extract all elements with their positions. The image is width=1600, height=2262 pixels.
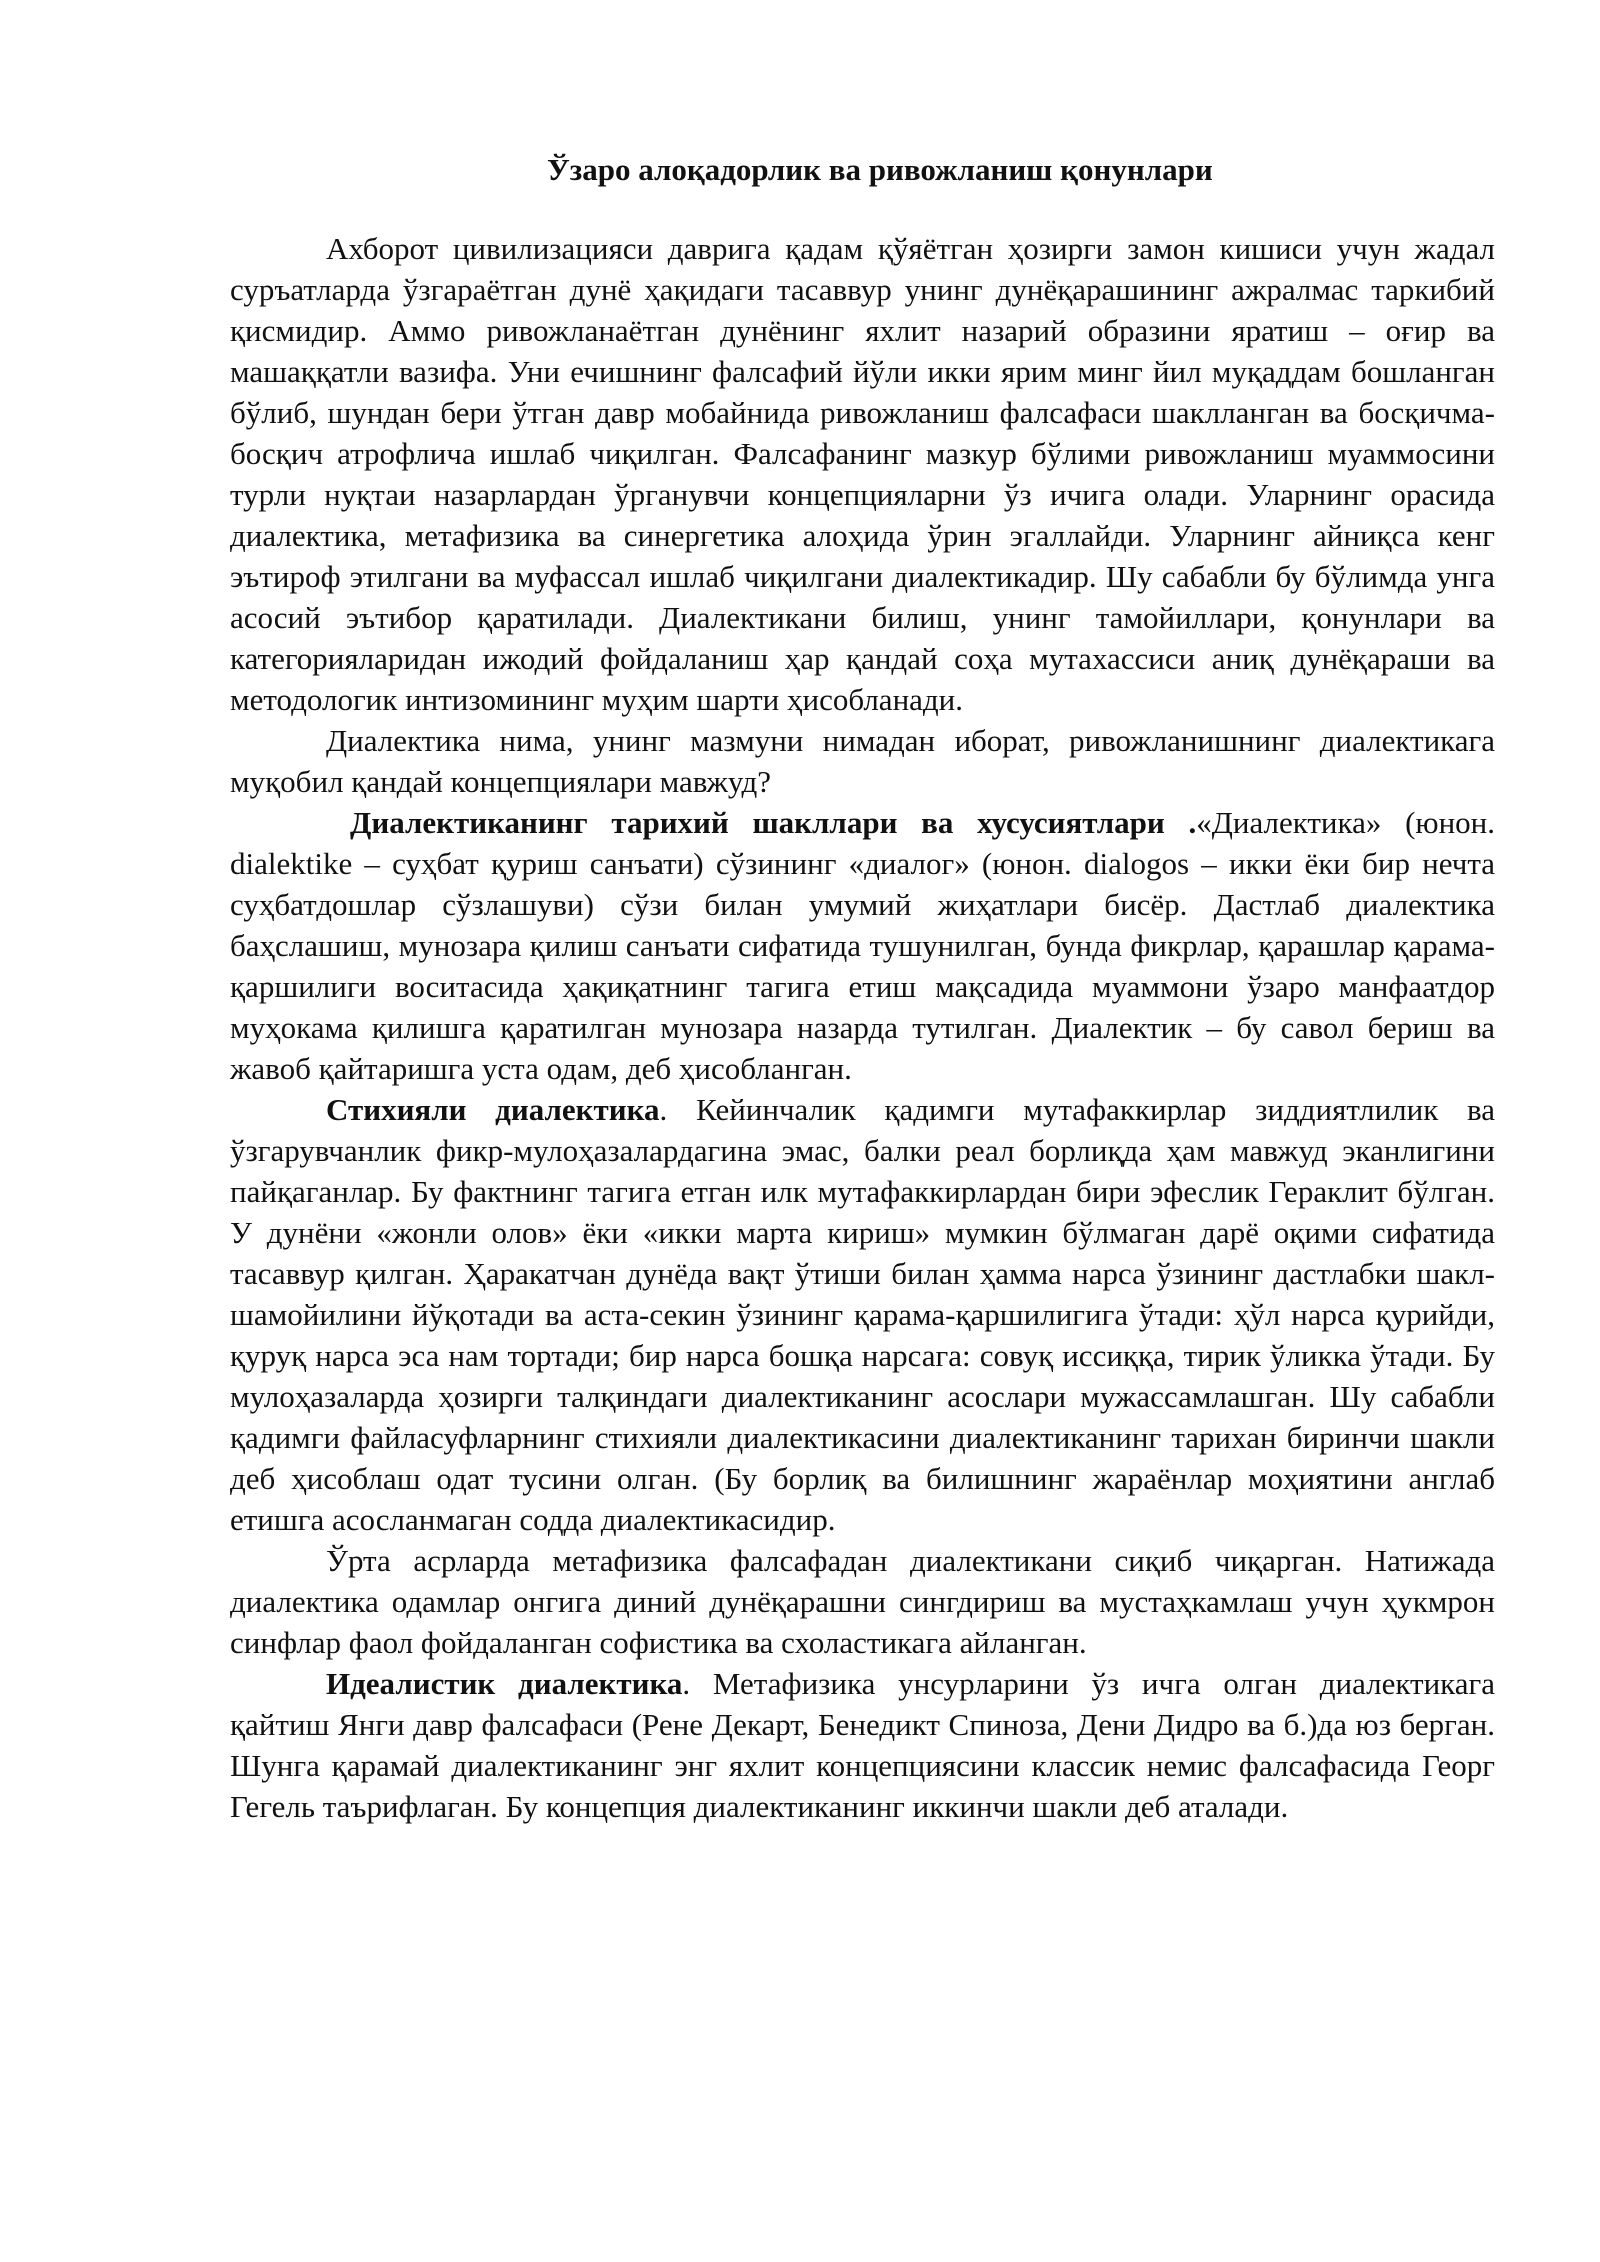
page-title: Ўзаро алоқадорлик ва ривожланиш қонунлари bbox=[547, 152, 1213, 187]
document-page bbox=[230, 150, 1495, 1827]
paragraph-text: . Метафизика унсурларини ўз ичга олган диалектикага қайтиш Янги давр фалсафаси (Рене Декарт, Бенедикт Спиноза, Дени Дидро ва б.)да юз берган. Шунга қарамай диалектиканинг энг яхлит концепциясини классик немис фалсафасида Георг Гегель таърифлаган. Бу концепция диалектиканинг иккинчи шакли деб аталади. bbox=[230, 1666, 1495, 1825]
paragraph-text: Ахборот цивилизацияси даврига қадам қўяётган ҳозирги замон кишиси учун жадал суръатларда ўзгараётган дунё ҳақидаги тасаввур унинг дунёқарашининг ажралмас таркибий қисмидир. Аммо ривожланаётган дунёнинг яхлит назарий образини яратиш – оғир ва машаққатли вазифа. Уни ечишнинг фалсафий йўли икки ярим минг йил муқаддам бошланган бўлиб, шундан бери ўтган давр мобайнида ривожланиш фалсафаси шаклланган ва босқичма-босқич атрофлича ишлаб чиқилган. Фалсафанинг мазкур бўлими ривожланиш муаммосини турли нуқтаи назарлардан ўрганувчи концепцияларни ўз ичига олади. Уларнинг орасида диалектика, метафизика ва синергетика алоҳида ўрин эгаллайди. Уларнинг айниқса кенг эътироф этилгани ва муфассал ишлаб чиқилгани диалектикадир. Шу сабабли бу бўлимда унга асосий эътибор қаратилади. Диалектикани билиш, унинг тамойиллари, қонунлари ва категорияларидан ижодий фойдаланиш ҳар қандай соҳа мутахассиси аниқ дунёқараши ва методологик интизомининг муҳим шарти ҳисобланади. bbox=[230, 231, 1495, 718]
paragraph-text: Ўрта асрларда метафизика фалсафадан диалектикани сиқиб чиқарган. Натижада диалектика одамлар онгига диний дунёқарашни сингдириш ва мустаҳкамлаш учун ҳукмрон синфлар фаол фойдаланган софистика ва схоластикага айланган. bbox=[230, 1543, 1495, 1661]
paragraph-text: . Кейинчалик қадимги мутафаккирлар зиддиятлилик ва ўзгарувчанлик фикр-мулоҳазалардагина эмас, балки реал борлиқда ҳам мавжуд эканлигини пайқаганлар. Бу фактнинг тагига етган илк мутафаккирлардан бири эфеслик Гераклит бўлган. У дунёни «жонли олов» ёки «икки марта кириш» мумкин бўлмаган дарё оқими сифатида тасаввур қилган. Ҳаракатчан дунёда вақт ўтиши билан ҳамма нарса ўзининг дастлабки шакл-шамойилини йўқотади ва аста-секин ўзининг қарама-қаршилигига ўтади: ҳўл нарса қурийди, қуруқ нарса эса нам тортади; бир нарса бошқа нарсага: совуқ иссиққа, тирик ўликка ўтади. Бу мулоҳазаларда ҳозирги талқиндаги диалектиканинг асослари мужассамлашган. Шу сабабли қадимги файласуфларнинг стихияли диалектикасини диалектиканинг тарихан биринчи шакли деб ҳисоблаш одат тусини олган. (Бу борлиқ ва билишнинг жараёнлар моҳиятини англаб етишга асосланмаган содда диалектикасидир. bbox=[230, 1092, 1496, 1538]
paragraph-idealistic-dialectics bbox=[230, 1663, 1495, 1827]
paragraph-historical-forms bbox=[230, 802, 1495, 1089]
paragraph-intro bbox=[230, 228, 1495, 720]
section-heading-idealistic-dialectics: Идеалистик диалектика bbox=[326, 1666, 683, 1702]
paragraph-question bbox=[230, 720, 1495, 802]
section-heading-historical-forms: Диалектиканинг тарихий шакллари ва хусусиятлари . bbox=[350, 805, 1197, 841]
paragraph-text: Диалектика нима, унинг мазмуни нимадан иборат, ривожланишнинг диалектикага муқобил қандай концепциялари мавжуд? bbox=[230, 723, 1495, 800]
paragraph-spontaneous-dialectics bbox=[230, 1089, 1495, 1540]
paragraph-text: «Диалектика» (юнон. dialektike – суҳбат қуриш санъати) сўзининг «диалог» (юнон. dialogos – икки ёки бир нечта суҳбатдошлар сўзлашуви) сўзи билан умумий жиҳатлари бисёр. Дастлаб диалектика баҳслашиш, мунозара қилиш санъати сифатида тушунилган, бунда фикрлар, қарашлар қарама-қаршилиги воситасида ҳақиқатнинг тагига етиш мақсадида муаммони ўзаро манфаатдор муҳокама қилишга қаратилган мунозара назарда тутилган. Диалектик – бу савол бериш ва жавоб қайтаришга уста одам, деб ҳисобланган. bbox=[230, 805, 1495, 1087]
paragraph-middle-ages bbox=[230, 1540, 1495, 1663]
section-heading-spontaneous-dialectics: Стихияли диалектика bbox=[326, 1092, 660, 1128]
